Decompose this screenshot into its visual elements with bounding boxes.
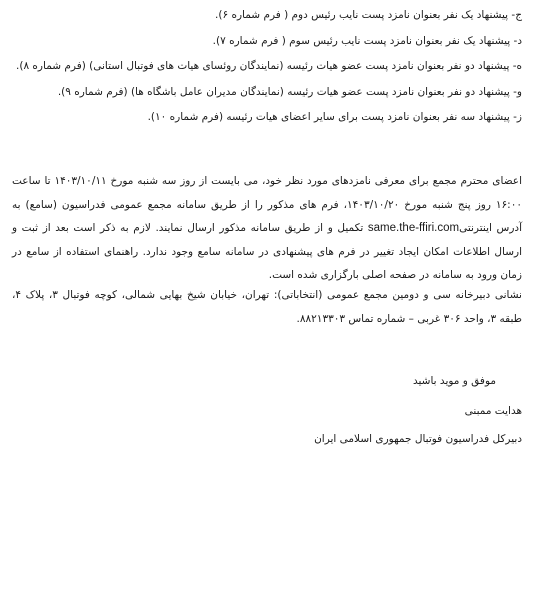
same-url-link[interactable]: same.the-ffiri.com bbox=[367, 222, 460, 234]
signatory-name: هدایت ممبنی bbox=[464, 405, 522, 417]
list-item: ج- پیشنهاد یک نفر بعنوان نامزد پست نایب رئیس دوم ( فرم شماره ۶). bbox=[215, 9, 522, 21]
list-item: ز- پیشنهاد سه نفر بعنوان نامزد پست برای سایر اعضای هیات رئیسه (فرم شماره ۱۰). bbox=[147, 111, 522, 123]
signatory-title: دبیرکل فدراسیون فوتبال جمهوری اسلامی ایران bbox=[314, 433, 522, 445]
submission-text-start: اعضای محترم مجمع برای معرفی نامزدهای مورد نظر خود، می بایست از روز سه شنبه مورخ ۱۴۰۳/۱۰/۱۱ تا ساعت ۱۶:۰۰ روز پنج شنبه مورخ ۱۴۰۳/۱۰/۲۰، فرم های مذکور را از طریق سامانه مجمع عمومی فدراسیون (سامع) به آدرس اینترنتی bbox=[12, 175, 522, 234]
submission-text-end: تکمیل و از طریق سامانه مذکور ارسال نمایند. لازم به ذکر است بعد از ثبت و ارسال اطلاعات امکان ایجاد تغییر در فرم های پیشنهادی در سامانه سامع وجود ندارد. راهنمای استفاده از سامع در زمان ورود به سامانه در صفحه اصلی بارگزاری شده است. bbox=[12, 222, 522, 281]
submission-paragraph bbox=[12, 170, 522, 288]
list-item: و- پیشنهاد دو نفر بعنوان نامزد پست عضو هیات رئیسه (نمایندگان مدیران عامل باشگاه ها) (فرم شماره ۹). bbox=[57, 85, 522, 98]
closing-phrase: موفق و موید باشید bbox=[413, 375, 496, 387]
nomination-list bbox=[14, 8, 522, 136]
list-item: د- پیشنهاد یک نفر بعنوان نامزد پست نایب رئیس سوم ( فرم شماره ۷). bbox=[212, 34, 522, 47]
list-item: ه- پیشنهاد دو نفر بعنوان نامزد پست عضو هیات رئیسه (نمایندگان روئسای هیات های فوتبال استانی) (فرم شماره ۸). bbox=[16, 60, 522, 72]
secretariat-address: نشانی دبیرخانه سی و دومین مجمع عمومی (انتخاباتی): تهران، خیابان شیخ بهایی شمالی، کوچه فوتبال ۳، پلاک ۴، طبقه ۳، واحد ۳۰۶ غربی – شماره تماس ۸۸۲۱۳۳۰۳. bbox=[12, 289, 522, 325]
